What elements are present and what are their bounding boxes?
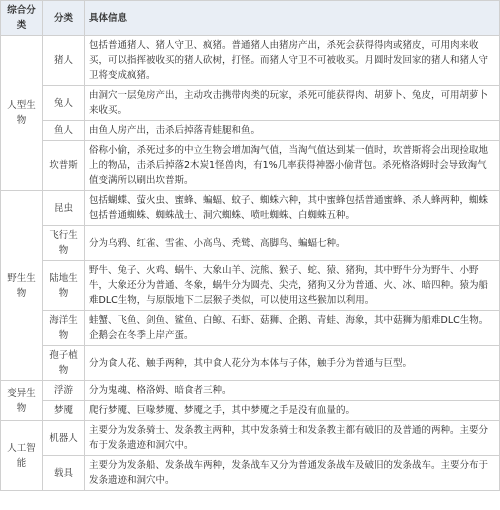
table-row [1,86,500,121]
detail-cell: 分为乌鸦、红雀、雪雀、小高鸟、秃鹫、高脚鸟、蝙蝠七种。 [85,226,500,261]
table-row [1,191,500,226]
table-row [1,346,500,381]
table-row [1,261,500,311]
table-row [1,226,500,261]
subcategory-cell: 浮游 [43,381,85,401]
table-row [1,381,500,401]
detail-cell: 由鱼人房产出，击杀后掉落青蛙腿和鱼。 [85,121,500,141]
subcategory-cell: 飞行生物 [43,226,85,261]
header-details: 具体信息 [85,1,500,36]
detail-cell: 包括蝴蝶、萤火虫、蜜蜂、蝙蝠、蚊子、蜘蛛六种，其中蜜蜂包括普通蜜蜂、杀人蜂两种，蜘蛛包括普通蜘蛛、蜘蛛战士、洞穴蜘蛛、喷吐蜘蛛、白蜘蛛五种。 [85,191,500,226]
subcategory-cell: 海洋生物 [43,311,85,346]
category-cell: 变异生物 [1,381,43,421]
detail-cell: 主要分为发条船、发条战车两种，发条战车又分为普通发条战车及破旧的发条战车。主要分布于发条遗迹和洞穴中。 [85,456,500,491]
detail-cell: 主要分为发条骑士、发条教主两种，其中发条骑士和发条教主都有破旧的及普通的两种。主要分布于发条遗迹和洞穴中。 [85,421,500,456]
table-row [1,456,500,491]
subcategory-cell: 载具 [43,456,85,491]
subcategory-cell: 孢子植物 [43,346,85,381]
category-cell: 野生生物 [1,191,43,381]
subcategory-cell: 机器人 [43,421,85,456]
table-row [1,311,500,346]
detail-cell: 爬行梦魇、巨喙梦魇、梦魇之手，其中梦魇之手是没有血量的。 [85,401,500,421]
detail-cell: 俗称小偷，杀死过多的中立生物会增加淘气值，当淘气值达到某一值时，坎普斯将会出现捡取地上的物品，击杀后掉落2木炭1怪兽肉，有1%几率获得神器小偷背包。杀死格洛姆时会导致淘气值变满所以刷出坎普斯。 [85,141,500,191]
subcategory-cell: 鱼人 [43,121,85,141]
detail-cell: 分为鬼魂、格洛姆、暗食者三种。 [85,381,500,401]
header-category: 综合分类 [1,1,43,36]
table-row [1,421,500,456]
detail-cell: 包括普通猪人、猪人守卫、疯猪。普通猪人由猪房产出，杀死会获得得肉或猪皮，可用肉来收买，可以指挥被收买的猪人砍树，打怪。而猪人守卫不可被收买。月圆时发回家的猪人和猪人守卫将变成疯猪。 [85,36,500,86]
table-row [1,141,500,191]
subcategory-cell: 猪人 [43,36,85,86]
subcategory-cell: 昆虫 [43,191,85,226]
detail-cell: 野牛、兔子、火鸡、蜗牛、大象山羊、浣熊、猴子、蛇、猿、猪狗，其中野牛分为野牛、小野牛，大象还分为普通、冬象，蜗牛分为圆壳、尖壳，猪狗又分为普通、火、冰、暗四种。猿为船难DLC生物，与原版地下二层猴子类似，可以使用这些猴加以利用。 [85,261,500,311]
header-row [1,1,500,36]
subcategory-cell: 梦魇 [43,401,85,421]
table-row [1,121,500,141]
subcategory-cell: 坎普斯 [43,141,85,191]
detail-cell: 蛙蟹、飞鱼、剑鱼、鲨鱼、白鲸、石虾、菇狮、企鹅、青蛙、海象，其中菇狮为船难DLC生物。企鹅会在冬季上岸产蛋。 [85,311,500,346]
detail-cell: 由洞穴一层兔房产出，主动攻击携带肉类的玩家，杀死可能获得肉、胡萝卜、兔皮，可用胡萝卜来收买。 [85,86,500,121]
header-subcategory: 分类 [43,1,85,36]
category-cell: 人工智能 [1,421,43,491]
subcategory-cell: 陆地生物 [43,261,85,311]
subcategory-cell: 兔人 [43,86,85,121]
table-row [1,401,500,421]
detail-cell: 分为食人花、触手两种，其中食人花分为本体与子体，触手分为普通与巨型。 [85,346,500,381]
category-cell: 人型生物 [1,36,43,191]
table-row [1,36,500,86]
